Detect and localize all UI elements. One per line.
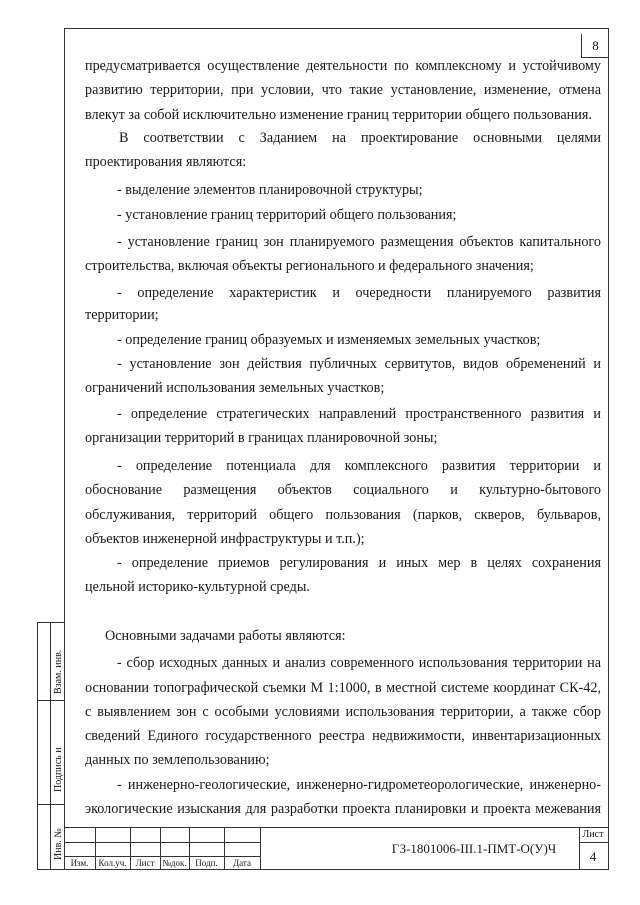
text-line: влекут за собой исключительно изменение границ территории общего пользования.: [85, 107, 592, 123]
title-block: [64, 827, 609, 870]
list-item: - определение стратегических направлений пространственного развития и: [117, 406, 601, 422]
col-data: Дата: [233, 858, 251, 868]
page-number: 8: [581, 34, 609, 58]
col-list: Лист: [135, 858, 155, 868]
stamp-podpis-label: Подпись и: [53, 747, 64, 792]
text-line: основании топографической съемки М 1:1000, в местной системе координат СК-42,: [85, 680, 601, 696]
list-item: - установление границ территорий общего пользования;: [117, 207, 457, 223]
text-line: экологические изыскания для разработки проекта планировки и проекта межевания: [85, 801, 601, 817]
document-code: ГЗ-1801006-III.1-ПМТ-О(У)Ч: [391, 841, 557, 856]
col-kol-uch: Кол.уч.: [98, 858, 127, 868]
sheet-number: 4: [589, 849, 597, 864]
list-item: - определение границ образуемых и изменяемых земельных участков;: [117, 332, 541, 348]
text-line: обоснование размещения объектов социального и культурно-бытового: [85, 482, 601, 498]
text-line: цельной историко-культурной среды.: [85, 579, 310, 595]
col-n-dok: №док.: [162, 858, 187, 868]
text-line: с выявлением зон с особыми условиями использования территории, а также сбор: [85, 704, 601, 720]
text-line: строительства, включая объекты регионального и федерального значения;: [85, 258, 534, 274]
text-line: В соответствии с Заданием на проектирование основными целями: [119, 130, 601, 146]
text-line: данных по землепользованию;: [85, 752, 270, 768]
list-item: - определение характеристик и очередности планируемого развития: [117, 285, 601, 301]
sheet-label: Лист: [582, 829, 604, 840]
col-izm: Изм.: [70, 858, 89, 868]
stamp-inv-label: Инв. №: [53, 828, 64, 860]
list-item: - установление границ зон планируемого размещения объектов капитального: [117, 234, 601, 250]
col-podp: Подп.: [195, 858, 218, 868]
text-line: развитию территории, при условии, что такие установление, изменение, отмена: [85, 82, 601, 98]
text-line: объектов инженерной инфраструктуры и т.п.);: [85, 531, 365, 547]
side-stamp: [37, 622, 64, 870]
list-item: - сбор исходных данных и анализ современного использования территории на: [117, 655, 601, 671]
text-line: ограничений использования земельных участков;: [85, 380, 385, 396]
text-line: сведений Единого государственного реестра недвижимости, инвентаризационных: [85, 728, 601, 744]
text-line: предусматривается осуществление деятельности по комплексному и устойчивому: [85, 58, 601, 74]
list-item: - выделение элементов планировочной структуры;: [117, 182, 423, 198]
stamp-vzam-label: Взам. инв.: [53, 649, 64, 694]
list-item: - определение приемов регулирования и иных мер в целях сохранения: [117, 555, 601, 571]
list-item: - инженерно-геологические, инженерно-гидрометеорологические, инженерно-: [117, 777, 601, 793]
section-heading: Основными задачами работы являются:: [105, 628, 346, 644]
list-item: - определение потенциала для комплексного развития территории и: [117, 458, 601, 474]
list-item: - установление зон действия публичных сервитутов, видов обременений и: [117, 356, 601, 372]
text-line: территории;: [85, 307, 159, 323]
text-line: проектирования являются:: [85, 154, 247, 170]
text-line: обслуживания, территорий общего пользования (парков, скверов, бульваров,: [85, 507, 601, 523]
text-line: организации территорий в границах планировочной зоны;: [85, 430, 438, 446]
